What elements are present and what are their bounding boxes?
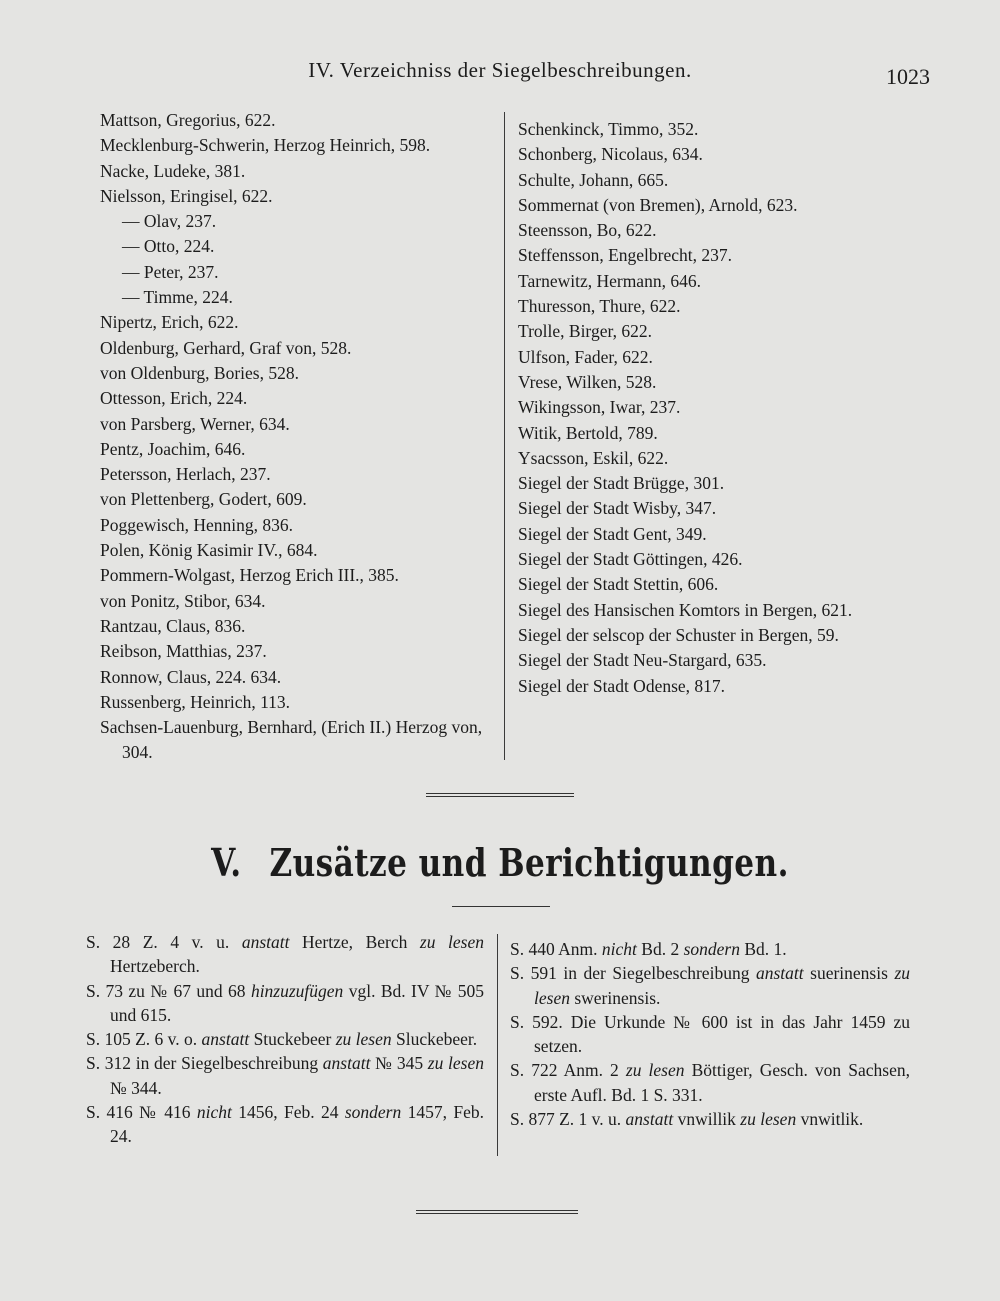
correction-entry bbox=[510, 961, 910, 1010]
correction-keyword: anstatt bbox=[755, 963, 804, 984]
correction-keyword: zu lesen bbox=[419, 932, 484, 952]
index-entry: Oldenburg, Gerhard, Graf von, 528. bbox=[100, 337, 352, 358]
correction-text: S. 105 Z. 6 v. o. bbox=[86, 1029, 202, 1050]
index-entry: — Timme, 224. bbox=[122, 287, 233, 308]
index-entry: Sommernat (von Bremen), Arnold, 623. bbox=[518, 194, 798, 215]
correction-text: swerinensis. bbox=[569, 987, 661, 1008]
index-entry: Mecklenburg-Schwerin, Herzog Heinrich, 598. bbox=[100, 135, 431, 156]
index-entry: Siegel der Stadt Göttingen, 426. bbox=[518, 549, 743, 570]
index-column-left bbox=[100, 108, 492, 766]
correction-entry bbox=[86, 930, 484, 979]
index-entry: Witik, Bertold, 789. bbox=[518, 422, 658, 443]
index-entry: — Olav, 237. bbox=[122, 211, 217, 232]
index-entry: Schonberg, Nicolaus, 634. bbox=[518, 144, 703, 165]
correction-text: S. 416 № 416 bbox=[86, 1102, 197, 1123]
index-column-right bbox=[518, 117, 918, 699]
index-entry: Steensson, Bo, 622. bbox=[518, 220, 657, 241]
correction-text: S. 28 Z. 4 v. u. bbox=[86, 932, 242, 952]
correction-keyword: nicht bbox=[196, 1102, 232, 1123]
index-entry: Nacke, Ludeke, 381. bbox=[100, 160, 246, 181]
index-entry: Siegel der Stadt Neu-Stargard, 635. bbox=[518, 650, 767, 671]
correction-entry bbox=[510, 937, 910, 961]
correction-keyword: zu lesen bbox=[335, 1029, 392, 1050]
correction-text: vnwitlik. bbox=[796, 1109, 864, 1130]
correction-text: S. 312 in der Siegelbeschreibung bbox=[86, 1053, 323, 1074]
index-entry: Rantzau, Claus, 836. bbox=[100, 615, 246, 636]
index-entry: Reibson, Matthias, 237. bbox=[100, 641, 267, 662]
correction-text: Hertzeberch. bbox=[110, 956, 200, 977]
section-numeral: V. bbox=[211, 840, 242, 885]
index-entry: Schenkinck, Timmo, 352. bbox=[518, 119, 699, 139]
corrections-column-left bbox=[86, 930, 484, 1149]
index-entry: Vrese, Wilken, 528. bbox=[518, 371, 657, 392]
index-entry: Nielsson, Eringisel, 622. bbox=[100, 185, 273, 206]
corrections-divider bbox=[497, 934, 498, 1156]
correction-keyword: zu lesen bbox=[534, 963, 910, 1008]
index-entry: — Peter, 237. bbox=[122, 261, 219, 282]
index-entry: Ulfson, Fader, 622. bbox=[518, 346, 653, 367]
correction-text: suerinensis bbox=[803, 963, 895, 984]
index-entry: Siegel des Hansischen Komtors in Bergen, 621. bbox=[518, 599, 853, 620]
section-heading: Zusätze und Berichtigungen. bbox=[269, 840, 789, 885]
correction-text: Sluckebeer. bbox=[391, 1029, 478, 1050]
index-entry: Siegel der Stadt Stettin, 606. bbox=[518, 574, 719, 595]
index-entry: Tarnewitz, Hermann, 646. bbox=[518, 270, 701, 291]
correction-text: S. 722 Anm. 2 bbox=[510, 1060, 626, 1081]
index-entry: Steffensson, Engelbrecht, 237. bbox=[518, 245, 733, 266]
index-entry: Pommern-Wolgast, Herzog Erich III., 385. bbox=[100, 565, 399, 586]
correction-text: S. 592. Die Urkunde № 600 ist in das Jahr 1459 zu setzen. bbox=[510, 1011, 910, 1057]
correction-text: Böttiger, Gesch. von Sachsen, erste Aufl. Bd. 1 S. 331. bbox=[534, 1060, 910, 1105]
correction-text: S. 877 Z. 1 v. u. bbox=[510, 1109, 626, 1130]
correction-text: Hertze, Berch bbox=[289, 932, 420, 952]
column-divider bbox=[504, 112, 505, 760]
correction-entry bbox=[86, 1100, 484, 1149]
correction-entry bbox=[86, 1051, 484, 1100]
correction-entry bbox=[86, 979, 484, 1028]
index-entry: von Ponitz, Stibor, 634. bbox=[100, 590, 266, 611]
corrections-column-right bbox=[510, 937, 910, 1131]
index-entry: Ottesson, Erich, 224. bbox=[100, 388, 248, 409]
index-entry: von Oldenburg, Bories, 528. bbox=[100, 362, 299, 383]
index-entry: Ronnow, Claus, 224. 634. bbox=[100, 666, 282, 687]
correction-text: Bd. 2 bbox=[636, 939, 684, 959]
index-entry: Sachsen-Lauenburg, Bernhard, (Erich II.) Herzog von, 304. bbox=[100, 717, 483, 763]
correction-text: vnwillik bbox=[673, 1109, 741, 1130]
correction-text: S. 591 in der Siegelbeschreibung bbox=[510, 963, 756, 984]
correction-keyword: anstatt bbox=[201, 1029, 250, 1050]
index-entry: Polen, König Kasimir IV., 684. bbox=[100, 540, 318, 561]
correction-entry bbox=[510, 1107, 910, 1131]
correction-keyword: sondern bbox=[344, 1102, 402, 1123]
correction-text: Bd. 1. bbox=[739, 939, 787, 959]
index-entry: Schulte, Johann, 665. bbox=[518, 169, 669, 190]
correction-keyword: nicht bbox=[601, 939, 637, 959]
correction-keyword: hinzuzufügen bbox=[250, 980, 344, 1001]
index-entry: Siegel der Stadt Brügge, 301. bbox=[518, 473, 725, 494]
correction-text: vgl. Bd. IV № 505 und 615. bbox=[110, 980, 484, 1025]
index-entry: Mattson, Gregorius, 622. bbox=[100, 110, 276, 130]
correction-keyword: anstatt bbox=[322, 1053, 371, 1074]
correction-text: S. 73 zu № 67 und 68 bbox=[86, 980, 251, 1001]
correction-text: Stuckebeer bbox=[249, 1029, 336, 1050]
index-entry: Siegel der Stadt Odense, 817. bbox=[518, 675, 726, 696]
correction-entry bbox=[510, 1058, 910, 1107]
correction-keyword: anstatt bbox=[625, 1109, 674, 1130]
correction-keyword: zu lesen bbox=[740, 1109, 797, 1130]
index-entry: Trolle, Birger, 622. bbox=[518, 321, 652, 342]
index-entry: Pentz, Joachim, 646. bbox=[100, 438, 246, 459]
correction-keyword: sondern bbox=[683, 939, 740, 959]
index-entry: von Plettenberg, Godert, 609. bbox=[100, 489, 307, 510]
correction-keyword: zu lesen bbox=[427, 1053, 484, 1074]
section-title bbox=[90, 840, 910, 885]
index-entry: Wikingsson, Iwar, 237. bbox=[518, 397, 681, 418]
index-entry: Siegel der Stadt Wisby, 347. bbox=[518, 498, 717, 519]
index-entry: Petersson, Herlach, 237. bbox=[100, 464, 271, 485]
index-entry: Siegel der Stadt Gent, 349. bbox=[518, 523, 707, 544]
index-entry: Poggewisch, Henning, 836. bbox=[100, 514, 293, 535]
index-entry: Ysacsson, Eskil, 622. bbox=[518, 447, 669, 468]
index-entry: Russenberg, Heinrich, 113. bbox=[100, 691, 291, 712]
correction-entry bbox=[86, 1027, 484, 1051]
index-entry: von Parsberg, Werner, 634. bbox=[100, 413, 290, 434]
correction-text: № 345 bbox=[370, 1053, 428, 1074]
running-head: IV. Verzeichniss der Siegelbeschreibungen. bbox=[308, 58, 692, 82]
correction-text: 1457, Feb. 24. bbox=[110, 1102, 485, 1147]
correction-entry bbox=[510, 1010, 910, 1059]
correction-keyword: zu lesen bbox=[625, 1060, 685, 1081]
separator-rule bbox=[426, 793, 574, 797]
index-entry: — Otto, 224. bbox=[122, 236, 215, 257]
index-entry: Siegel der selscop der Schuster in Bergen, 59. bbox=[518, 624, 839, 645]
index-entry: Thuresson, Thure, 622. bbox=[518, 296, 681, 317]
index-entry: Nipertz, Erich, 622. bbox=[100, 312, 239, 333]
correction-text: S. 440 Anm. bbox=[510, 939, 602, 959]
page-number: 1023 bbox=[886, 64, 930, 89]
footer-rule bbox=[416, 1210, 578, 1214]
heading-rule bbox=[452, 906, 550, 907]
correction-keyword: anstatt bbox=[241, 932, 290, 952]
correction-text: № 344. bbox=[110, 1077, 162, 1098]
correction-text: 1456, Feb. 24 bbox=[231, 1102, 345, 1123]
